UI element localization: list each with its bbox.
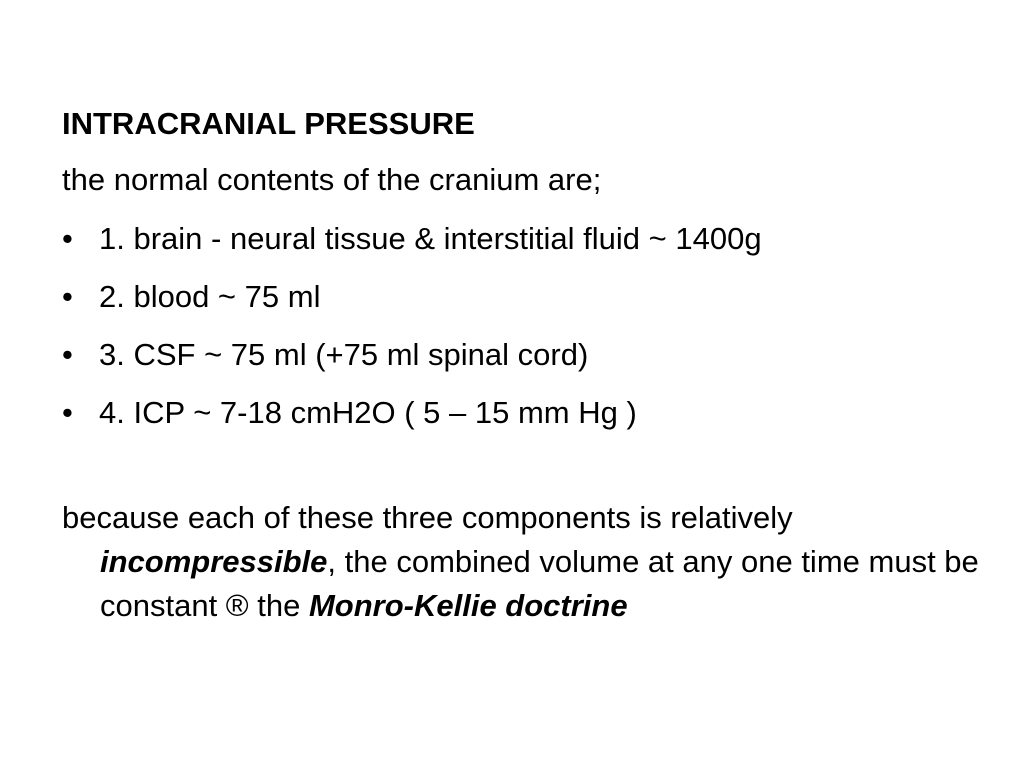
slide-title: INTRACRANIAL PRESSURE [62, 106, 475, 141]
bullet-dot-icon: • [62, 337, 73, 372]
emphasis-incompressible: incompressible [100, 544, 328, 579]
bullet-text: 3. CSF ~ 75 ml (+75 ml spinal cord) [99, 337, 589, 372]
bullet-text: 2. blood ~ 75 ml [99, 279, 321, 314]
slide-subtitle: the normal contents of the cranium are; [62, 162, 602, 197]
bullet-dot-icon: • [62, 221, 73, 256]
bullet-item-blood [62, 268, 962, 326]
emphasis-monro-kellie: Monro-Kellie doctrine [308, 588, 628, 623]
paragraph-text-part2: , the combined volume at any one time must be constant ® the [100, 544, 979, 623]
bullet-dot-icon: • [62, 395, 73, 430]
slide-content [62, 96, 979, 659]
doctrine-paragraph [62, 496, 980, 628]
bullet-dot-icon: • [62, 279, 73, 314]
bullet-item-brain [62, 210, 962, 268]
bullet-text: 1. brain - neural tissue & interstitial fluid ~ 1400g [99, 221, 762, 256]
bullet-item-icp [62, 384, 962, 442]
bullet-text: 4. ICP ~ 7-18 cmH2O ( 5 – 15 mm Hg ) [99, 395, 637, 430]
paragraph-text-part1: because each of these three components is relatively [62, 500, 793, 535]
bullet-item-csf [62, 326, 962, 384]
bullet-list [62, 210, 962, 442]
